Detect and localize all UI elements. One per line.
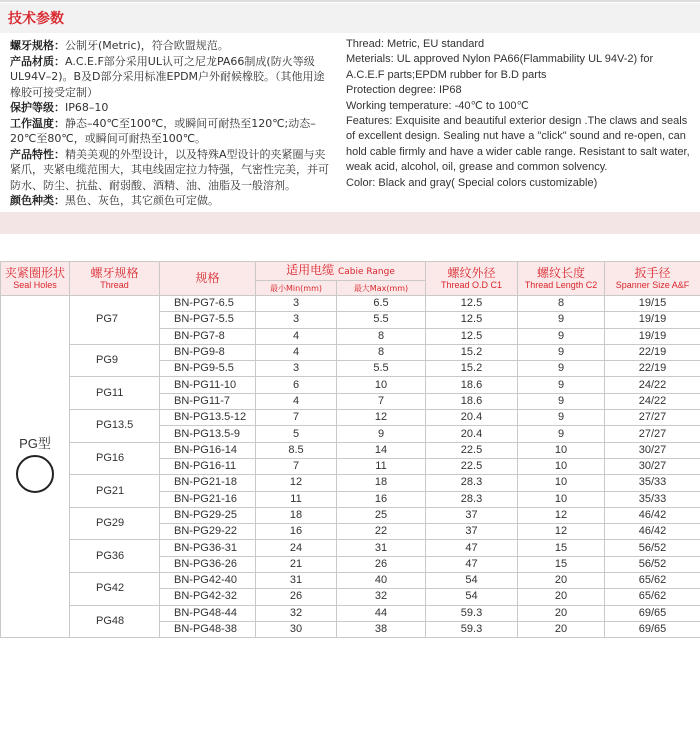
spanner-cell: 24/22 [605, 377, 700, 393]
od-cell: 22.5 [426, 458, 518, 474]
max-cell: 22 [337, 524, 426, 540]
min-cell: 31 [256, 573, 337, 589]
model-cell: BN-PG16-14 [160, 442, 256, 458]
od-cell: 28.3 [426, 475, 518, 491]
length-cell: 20 [518, 573, 605, 589]
model-cell: BN-PG42-32 [160, 589, 256, 605]
length-cell: 15 [518, 540, 605, 556]
od-cell: 59.3 [426, 605, 518, 621]
length-cell: 8 [518, 296, 605, 312]
length-cell: 9 [518, 328, 605, 344]
min-cell: 4 [256, 393, 337, 409]
min-cell: 26 [256, 589, 337, 605]
spanner-cell: 30/27 [605, 442, 700, 458]
max-cell: 7 [337, 393, 426, 409]
min-cell: 16 [256, 524, 337, 540]
min-cell: 4 [256, 328, 337, 344]
max-cell: 18 [337, 475, 426, 491]
od-cell: 12.5 [426, 312, 518, 328]
min-cell: 7 [256, 458, 337, 474]
circle-seal-icon [16, 455, 54, 493]
table-row [1, 540, 700, 556]
od-cell: 18.6 [426, 377, 518, 393]
cn-features [10, 147, 335, 194]
od-cell: 15.2 [426, 361, 518, 377]
spanner-cell: 24/22 [605, 393, 700, 409]
max-cell: 9 [337, 426, 426, 442]
max-cell: 31 [337, 540, 426, 556]
spanner-cell: 46/42 [605, 507, 700, 523]
cn-temp-label: 工作温度： [10, 116, 65, 130]
max-cell: 40 [337, 573, 426, 589]
cn-feature-value: 精美美观的外型设计，以及特殊A型设计的夹紧圈与夹紧爪，夹紧电缆范围大，其电线固定拉力特强，气密性完美，并可防水、防尘、抗盐、耐弱酸、酒精、油、油脂及一般溶剂。 [10, 147, 329, 192]
spanner-cell: 65/62 [605, 589, 700, 605]
length-cell: 15 [518, 556, 605, 572]
cn-thread [10, 38, 335, 54]
model-cell: BN-PG9-5.5 [160, 361, 256, 377]
model-cell: BN-PG11-10 [160, 377, 256, 393]
thread-cell: PG29 [70, 507, 160, 540]
header-max: 最大Max(mm) [337, 281, 426, 296]
english-spec-text [346, 37, 690, 191]
en-thread: Thread: Metric, EU standard [346, 38, 485, 50]
model-cell: BN-PG21-18 [160, 475, 256, 491]
header-seal: 夹紧圈形状 Seal Holes [1, 262, 70, 296]
length-cell: 10 [518, 491, 605, 507]
cn-temp-value: 静态–40℃至100℃，或瞬间可耐热至120℃;动态–20℃至80℃，或瞬间可耐热至100℃。 [10, 116, 316, 145]
min-cell: 18 [256, 507, 337, 523]
thread-cell: PG7 [70, 296, 160, 345]
length-cell: 20 [518, 589, 605, 605]
max-cell: 12 [337, 410, 426, 426]
table-row [1, 377, 700, 393]
top-rule [0, 0, 700, 2]
model-cell: BN-PG48-38 [160, 621, 256, 637]
max-cell: 25 [337, 507, 426, 523]
table-row [1, 442, 700, 458]
header-cable-range: 适用电缆 Cabie Range [256, 262, 426, 281]
table-row [1, 344, 700, 360]
header-thread-od: 螺纹外径 Thread O.D C1 [426, 262, 518, 296]
header-model: 规格 [160, 262, 256, 296]
spanner-cell: 30/27 [605, 458, 700, 474]
min-cell: 3 [256, 312, 337, 328]
od-cell: 47 [426, 540, 518, 556]
table-row [1, 507, 700, 523]
max-cell: 5.5 [337, 312, 426, 328]
model-cell: BN-PG36-26 [160, 556, 256, 572]
seal-type-label: PG型 [19, 435, 51, 451]
cn-color [10, 193, 335, 209]
max-cell: 32 [337, 589, 426, 605]
max-cell: 38 [337, 621, 426, 637]
od-cell: 15.2 [426, 344, 518, 360]
cn-color-value: 黑色、灰色，其它颜色可定做。 [65, 194, 219, 207]
header-spanner: 扳手径 Spanner Size A&F [605, 262, 700, 296]
min-cell: 8.5 [256, 442, 337, 458]
od-cell: 54 [426, 589, 518, 605]
model-cell: BN-PG7-8 [160, 328, 256, 344]
spanner-cell: 22/19 [605, 361, 700, 377]
thread-cell: PG13.5 [70, 410, 160, 443]
min-cell: 6 [256, 377, 337, 393]
model-cell: BN-PG29-25 [160, 507, 256, 523]
min-cell: 21 [256, 556, 337, 572]
length-cell: 10 [518, 475, 605, 491]
cn-protection [10, 100, 335, 116]
cn-thread-value: 公制牙(Metric)，符合欧盟规范。 [65, 39, 229, 52]
min-cell: 3 [256, 361, 337, 377]
length-cell: 9 [518, 426, 605, 442]
od-cell: 12.5 [426, 328, 518, 344]
min-cell: 30 [256, 621, 337, 637]
cn-material-label: 产品材质： [10, 54, 65, 68]
en-protection: Protection degree: IP68 [346, 84, 462, 97]
length-cell: 9 [518, 312, 605, 328]
chinese-spec-text [10, 38, 335, 209]
spanner-cell: 46/42 [605, 524, 700, 540]
spanner-cell: 56/52 [605, 556, 700, 572]
max-cell: 10 [337, 377, 426, 393]
header-thread: 螺牙规格 Thread [70, 262, 160, 296]
thread-cell: PG9 [70, 344, 160, 377]
spanner-cell: 69/65 [605, 605, 700, 621]
min-cell: 11 [256, 491, 337, 507]
cn-protection-value: IP68–10 [65, 101, 109, 114]
max-cell: 5.5 [337, 361, 426, 377]
seal-type-cell [1, 296, 70, 638]
od-cell: 22.5 [426, 442, 518, 458]
od-cell: 20.4 [426, 410, 518, 426]
table-row [1, 605, 700, 621]
od-cell: 37 [426, 524, 518, 540]
min-cell: 4 [256, 344, 337, 360]
en-features: Features: Exquisite and beautiful exterior design .The claws and seals of excellent design. Sealing nut have a "click" sound and re-open, can hold cable firmly and have a wider cable range. Resistant to salt water, weak acid, alcohol, oil, grease and common solvency. [346, 115, 690, 174]
od-cell: 37 [426, 507, 518, 523]
max-cell: 8 [337, 328, 426, 344]
model-cell: BN-PG9-8 [160, 344, 256, 360]
model-cell: BN-PG13.5-12 [160, 410, 256, 426]
model-cell: BN-PG42-40 [160, 573, 256, 589]
spanner-cell: 19/19 [605, 328, 700, 344]
model-cell: BN-PG16-11 [160, 458, 256, 474]
max-cell: 14 [337, 442, 426, 458]
max-cell: 11 [337, 458, 426, 474]
min-cell: 5 [256, 426, 337, 442]
section-title: 技术参数 [8, 11, 64, 27]
min-cell: 24 [256, 540, 337, 556]
cn-thread-label: 螺牙规格： [10, 39, 65, 52]
thread-cell: PG36 [70, 540, 160, 573]
min-cell: 7 [256, 410, 337, 426]
model-cell: BN-PG29-22 [160, 524, 256, 540]
model-cell: BN-PG36-31 [160, 540, 256, 556]
spanner-cell: 35/33 [605, 475, 700, 491]
model-cell: BN-PG21-16 [160, 491, 256, 507]
od-cell: 59.3 [426, 621, 518, 637]
cn-feature-label: 产品特性： [10, 147, 65, 161]
od-cell: 12.5 [426, 296, 518, 312]
model-cell: BN-PG48-44 [160, 605, 256, 621]
thread-cell: PG16 [70, 442, 160, 475]
cn-material-value: A.C.E.F部分采用UL认可之尼龙PA66制成(防火等级UL94V–2)。B及D部分采用标准EPDM户外耐候橡胶。（其他用途橡胶可接受定制） [10, 54, 325, 99]
spanner-cell: 27/27 [605, 426, 700, 442]
model-cell: BN-PG7-6.5 [160, 296, 256, 312]
section-header [0, 3, 700, 33]
thread-cell: PG21 [70, 475, 160, 508]
max-cell: 26 [337, 556, 426, 572]
od-cell: 47 [426, 556, 518, 572]
table-row [1, 475, 700, 491]
table-row [1, 573, 700, 589]
spanner-cell: 69/65 [605, 621, 700, 637]
thread-cell: PG48 [70, 605, 160, 638]
table-row [1, 410, 700, 426]
od-cell: 18.6 [426, 393, 518, 409]
length-cell: 9 [518, 410, 605, 426]
spanner-cell: 56/52 [605, 540, 700, 556]
min-cell: 32 [256, 605, 337, 621]
spanner-cell: 27/27 [605, 410, 700, 426]
spanner-cell: 19/19 [605, 312, 700, 328]
max-cell: 16 [337, 491, 426, 507]
min-cell: 3 [256, 296, 337, 312]
length-cell: 9 [518, 344, 605, 360]
od-cell: 54 [426, 573, 518, 589]
thread-cell: PG42 [70, 573, 160, 606]
length-cell: 9 [518, 361, 605, 377]
model-cell: BN-PG7-5.5 [160, 312, 256, 328]
model-cell: BN-PG11-7 [160, 393, 256, 409]
od-cell: 28.3 [426, 491, 518, 507]
length-cell: 20 [518, 621, 605, 637]
spanner-cell: 35/33 [605, 491, 700, 507]
en-temperature: Working temperature: -40℃ to 100℃ [346, 99, 529, 112]
spanner-cell: 19/15 [605, 296, 700, 312]
spanner-cell: 22/19 [605, 344, 700, 360]
max-cell: 6.5 [337, 296, 426, 312]
length-cell: 12 [518, 507, 605, 523]
spec-table [0, 261, 700, 638]
length-cell: 10 [518, 442, 605, 458]
length-cell: 9 [518, 393, 605, 409]
table-row [1, 296, 700, 312]
en-materials: Meterials: UL approved Nylon PA66(Flammability UL 94V-2) for A.C.E.F parts;EPDM rubber for B.D parts [346, 53, 654, 81]
en-color: Color: Black and gray( Special colors customizable) [346, 176, 598, 189]
max-cell: 44 [337, 605, 426, 621]
length-cell: 9 [518, 377, 605, 393]
decorative-band [0, 212, 700, 234]
thread-cell: PG11 [70, 377, 160, 410]
length-cell: 10 [518, 458, 605, 474]
cn-protection-label: 保护等级： [10, 101, 65, 114]
spanner-cell: 65/62 [605, 573, 700, 589]
model-cell: BN-PG13.5-9 [160, 426, 256, 442]
cn-material [10, 54, 335, 101]
max-cell: 8 [337, 344, 426, 360]
length-cell: 12 [518, 524, 605, 540]
od-cell: 20.4 [426, 426, 518, 442]
cn-temperature [10, 116, 335, 147]
header-thread-length: 螺纹长度 Thread Length C2 [518, 262, 605, 296]
min-cell: 12 [256, 475, 337, 491]
length-cell: 20 [518, 605, 605, 621]
header-min: 最小Min(mm) [256, 281, 337, 296]
cn-color-label: 颜色种类： [10, 194, 65, 207]
